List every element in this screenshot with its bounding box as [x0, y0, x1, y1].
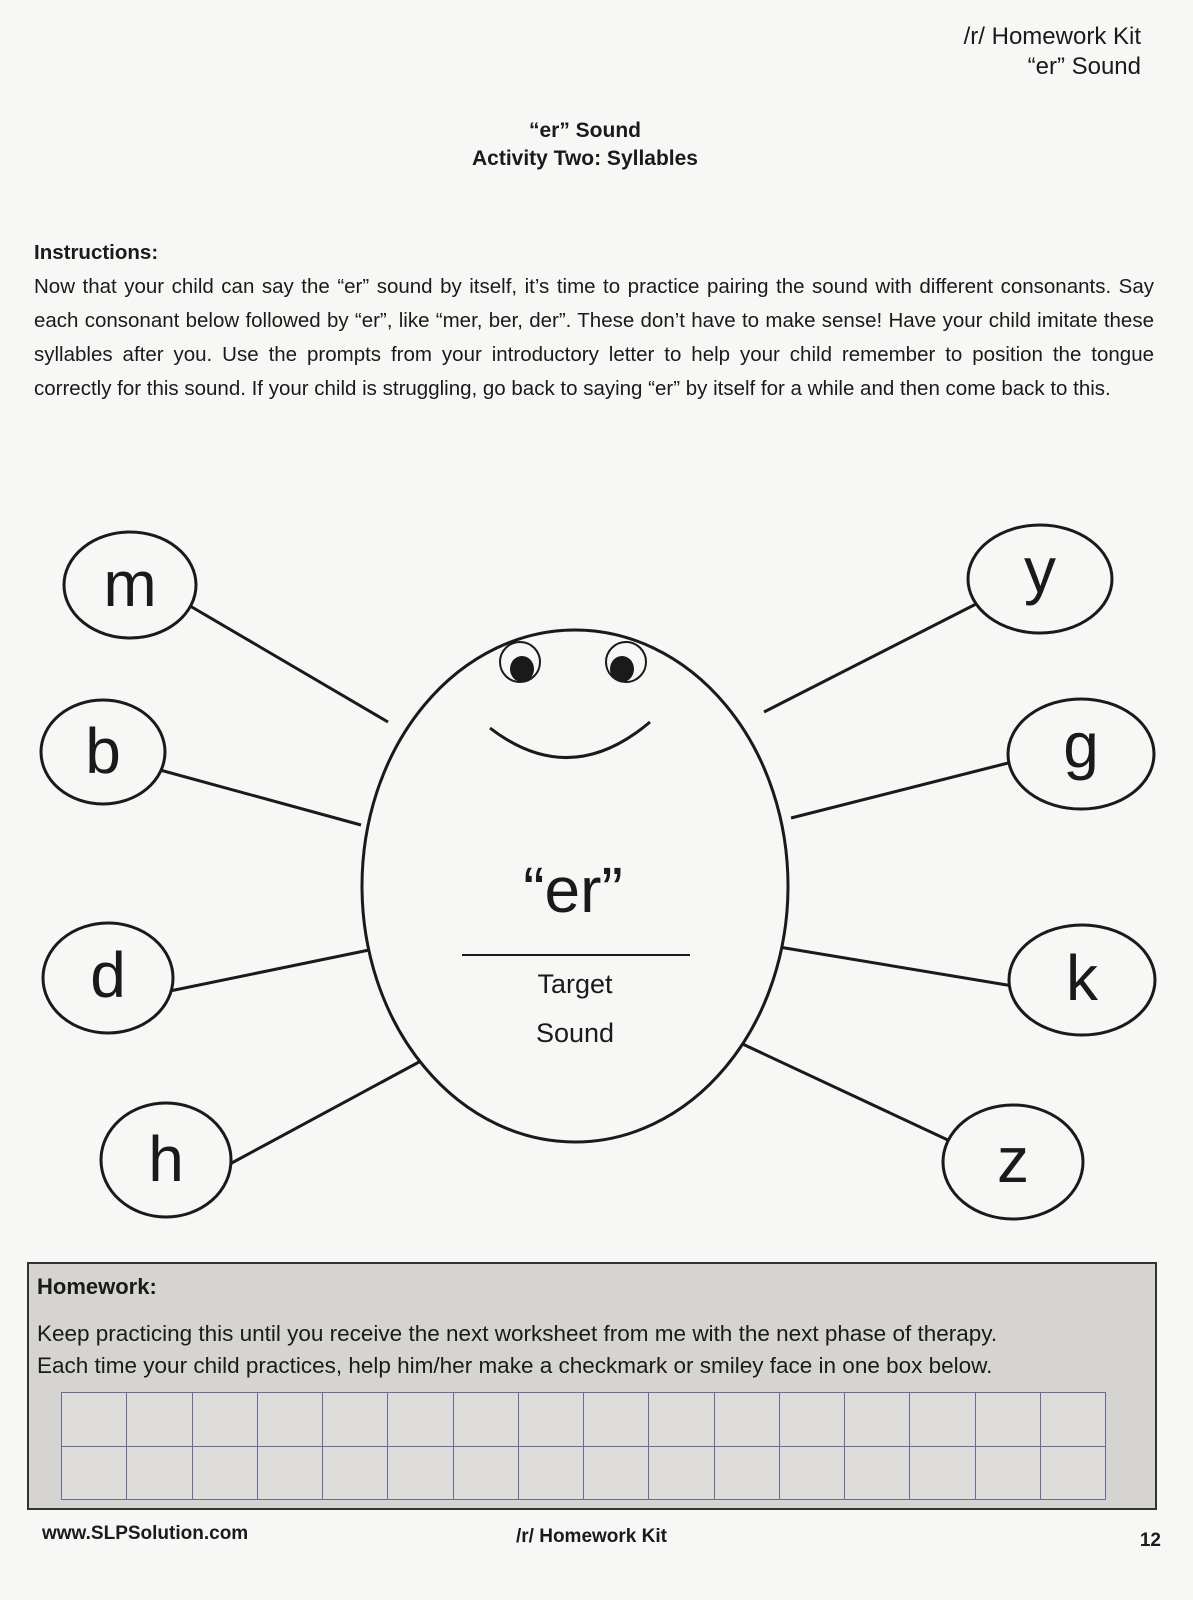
leg-h: [228, 1055, 432, 1165]
tracker-row: [62, 1393, 1106, 1447]
instructions-text: Now that your child can say the “er” sound by itself, it’s time to practice pairing the sound with different consonants. Say each consonant below followed by “er”, like “mer, ber, der”. These don’t have to make sense! Have your child imitate these syllables after you. Use the prompts from your introductory letter to help your child remember to position the tongue correctly for this sound. If your child is struggling, go back to saying “er” by itself for a while and then come back to this.: [34, 275, 1154, 400]
letter-y: y: [1024, 534, 1056, 606]
tracker-box[interactable]: [714, 1393, 779, 1447]
letter-b: b: [85, 715, 121, 787]
homework-text: [37, 1318, 1147, 1382]
tracker-box[interactable]: [192, 1446, 257, 1500]
tracker-row: [62, 1446, 1106, 1500]
letter-k: k: [1066, 942, 1098, 1014]
tracker-box[interactable]: [584, 1393, 649, 1447]
tracker-box[interactable]: [584, 1446, 649, 1500]
tracker-box[interactable]: [518, 1446, 583, 1500]
tracker-box[interactable]: [975, 1393, 1040, 1447]
homework-box: [27, 1262, 1157, 1510]
leg-y: [764, 602, 980, 712]
syllable-spider-diagram: [0, 500, 1193, 1240]
tracker-box[interactable]: [649, 1446, 714, 1500]
title-line-2: Activity Two: Syllables: [471, 147, 698, 170]
tracker-box[interactable]: [910, 1393, 975, 1447]
footer-kit-title: /r/ Homework Kit: [516, 1526, 667, 1547]
instructions-section: [34, 236, 1154, 406]
center-label-target: Target: [537, 969, 613, 999]
leg-z: [719, 1033, 950, 1141]
leg-g: [791, 762, 1012, 818]
tracker-box[interactable]: [845, 1393, 910, 1447]
tracker-box[interactable]: [975, 1446, 1040, 1500]
header-kit-title: /r/ Homework Kit: [963, 23, 1141, 50]
page-number: 12: [1139, 1530, 1161, 1551]
letter-h: h: [148, 1123, 184, 1195]
tracker-box[interactable]: [1040, 1446, 1105, 1500]
title-line-1: “er” Sound: [528, 119, 641, 142]
tracker-box[interactable]: [649, 1393, 714, 1447]
tracker-box[interactable]: [1040, 1393, 1105, 1447]
footer-website: www.SLPSolution.com: [42, 1523, 249, 1544]
practice-tracker-grid: [61, 1392, 1106, 1500]
letter-z: z: [997, 1124, 1029, 1196]
activity-title: [0, 117, 1170, 173]
tracker-box[interactable]: [779, 1446, 844, 1500]
left-pupil-icon: [510, 656, 534, 682]
leg-k: [779, 947, 1013, 986]
tracker-box[interactable]: [453, 1393, 518, 1447]
instructions-label: Instructions:: [34, 241, 159, 264]
homework-line-2: Each time your child practices, help him/her make a checkmark or smiley face in one box below.: [37, 1353, 993, 1378]
tracker-box[interactable]: [127, 1446, 192, 1500]
tracker-box[interactable]: [323, 1446, 388, 1500]
tracker-box[interactable]: [62, 1446, 127, 1500]
header-sound-title: “er” Sound: [1027, 53, 1141, 80]
letter-m: m: [103, 548, 157, 620]
tracker-box[interactable]: [714, 1446, 779, 1500]
tracker-box[interactable]: [518, 1393, 583, 1447]
tracker-box[interactable]: [127, 1393, 192, 1447]
tracker-box[interactable]: [453, 1446, 518, 1500]
tracker-box[interactable]: [323, 1393, 388, 1447]
leg-d: [165, 949, 374, 992]
letter-g: g: [1063, 709, 1099, 781]
tracker-box[interactable]: [779, 1393, 844, 1447]
tracker-box[interactable]: [192, 1393, 257, 1447]
homework-line-1: Keep practicing this until you receive the next worksheet from me with the next phase of therapy.: [37, 1321, 998, 1346]
letter-d: d: [90, 939, 126, 1011]
center-sound: “er”: [523, 854, 623, 926]
tracker-box[interactable]: [257, 1393, 322, 1447]
center-label-sound: Sound: [535, 1018, 615, 1048]
leg-b: [160, 770, 361, 825]
tracker-box[interactable]: [257, 1446, 322, 1500]
tracker-box[interactable]: [845, 1446, 910, 1500]
leg-m: [185, 603, 388, 722]
tracker-box[interactable]: [388, 1446, 453, 1500]
right-pupil-icon: [610, 656, 634, 682]
homework-label: Homework:: [37, 1274, 157, 1299]
page-header: [964, 22, 1141, 82]
tracker-box[interactable]: [388, 1393, 453, 1447]
tracker-box[interactable]: [910, 1446, 975, 1500]
tracker-box[interactable]: [62, 1393, 127, 1447]
